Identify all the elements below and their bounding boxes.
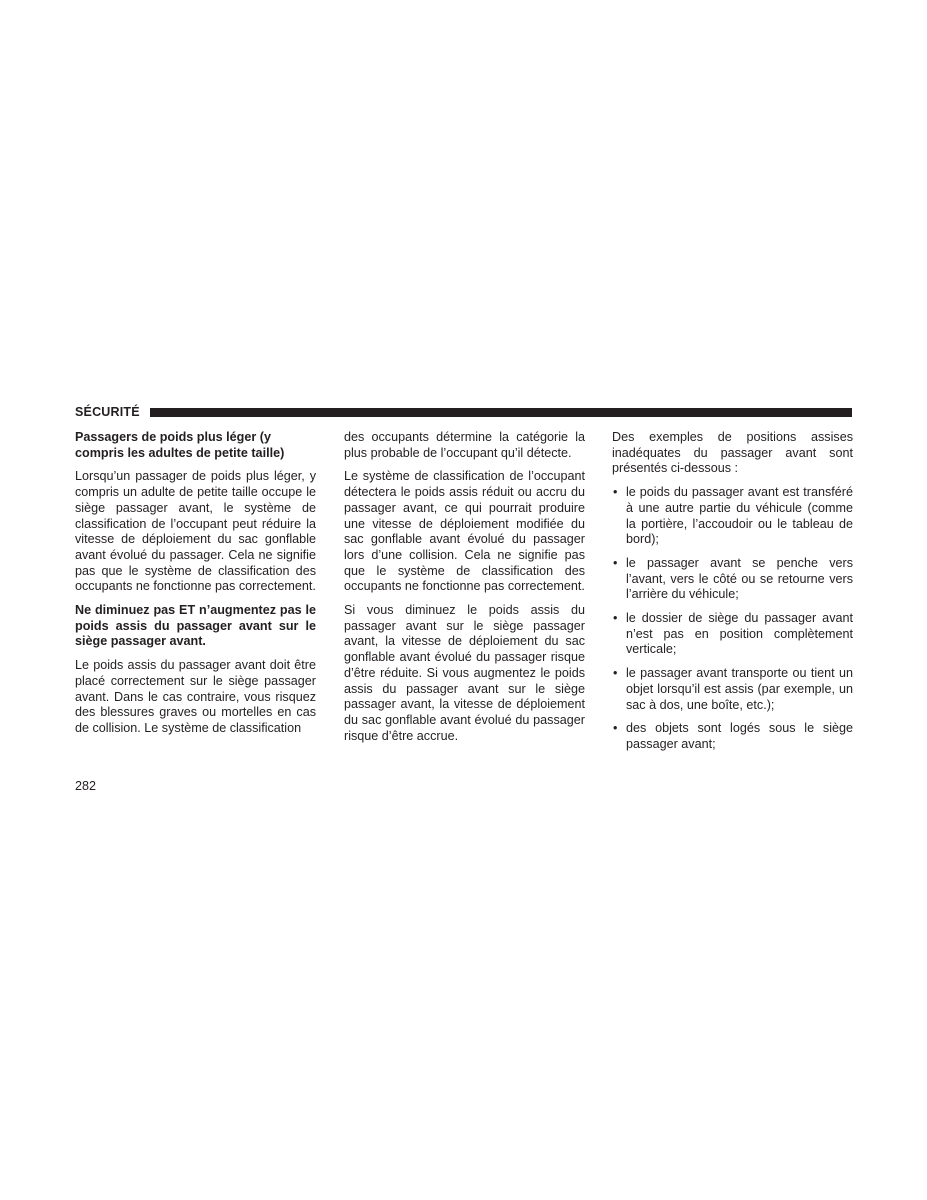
section-title: SÉCURITÉ	[75, 405, 140, 419]
list-item-text: le passager avant se penche vers l’avant, vers le côté ou se retourne vers l’arrière du véhicule;	[626, 555, 853, 602]
bullet-icon: •	[613, 721, 618, 736]
list-item	[612, 485, 853, 548]
text-column-1	[75, 430, 316, 745]
paragraph: Lorsqu’un passager de poids plus léger, y compris un adulte de petite taille occupe le siège passager avant, le système de classification de l’occupant peut réduire la vitesse de déploiement du sac gonflable avant évolué du passager. Cela ne signifie pas que le système de classification des occupants ne fonctionne pas correctement.	[75, 469, 316, 594]
paragraph: Le système de classification de l’occupant détectera le poids assis réduit ou accru du passager avant, ce qui pourrait produire une vitesse de déploiement modifiée du sac gonflable avant évolué du passager lors d’une collision. Cela ne signifie pas que le système de classification des occupants ne fonctionne pas correctement.	[344, 469, 585, 594]
bullet-icon: •	[613, 555, 618, 570]
subheading-lighter-passengers: Passagers de poids plus léger (y compris les adultes de petite taille)	[75, 430, 285, 460]
paragraph: Si vous diminuez le poids assis du passager avant sur le siège passager avant, la vitesse de déploiement du sac gonflable avant évolué du passager risque d’être réduite. Si vous augmentez le poids assis du passager avant sur le siège passager avant, la vitesse de déploiement du sac gonflable avant évolué du passager risque d’être accrue.	[344, 603, 585, 743]
bullet-icon: •	[613, 485, 618, 500]
list-item-text: des objets sont logés sous le siège passager avant;	[626, 721, 853, 751]
list-item	[612, 556, 853, 603]
bullet-list	[612, 485, 853, 753]
list-item-text: le dossier de siège du passager avant n’est pas en position complètement verticale;	[626, 611, 853, 657]
text-column-3	[612, 430, 853, 761]
warning-heading: Ne diminuez pas ET n’augmentez pas le poids assis du passager avant sur le siège passager avant.	[75, 603, 316, 649]
page-number: 282	[75, 779, 97, 793]
list-item	[612, 666, 853, 713]
header-rule	[150, 408, 852, 417]
list-item	[612, 721, 853, 752]
bullet-icon: •	[613, 611, 618, 626]
list-item-text: le passager avant transporte ou tient un objet lorsqu’il est assis (par exemple, un sac à dos, une boîte, etc.);	[626, 666, 853, 712]
list-item-text: le poids du passager avant est transféré à une autre partie du véhicule (comme la portière, l’accoudoir ou le tableau de bord);	[626, 485, 853, 547]
list-item	[612, 611, 853, 658]
bullet-icon: •	[613, 666, 618, 681]
paragraph: Le poids assis du passager avant doit être placé correctement sur le siège passager avant. Dans le cas contraire, vous risquez des blessures graves ou mortelles en cas de collision. Le système de classification	[75, 658, 316, 735]
paragraph-intro: Des exemples de positions assises inadéquates du passager avant sont présentés ci-dessous :	[612, 430, 853, 476]
section-header	[75, 405, 852, 419]
text-column-2	[344, 430, 585, 752]
paragraph: des occupants détermine la catégorie la plus probable de l’occupant qu’il détecte.	[344, 430, 585, 460]
